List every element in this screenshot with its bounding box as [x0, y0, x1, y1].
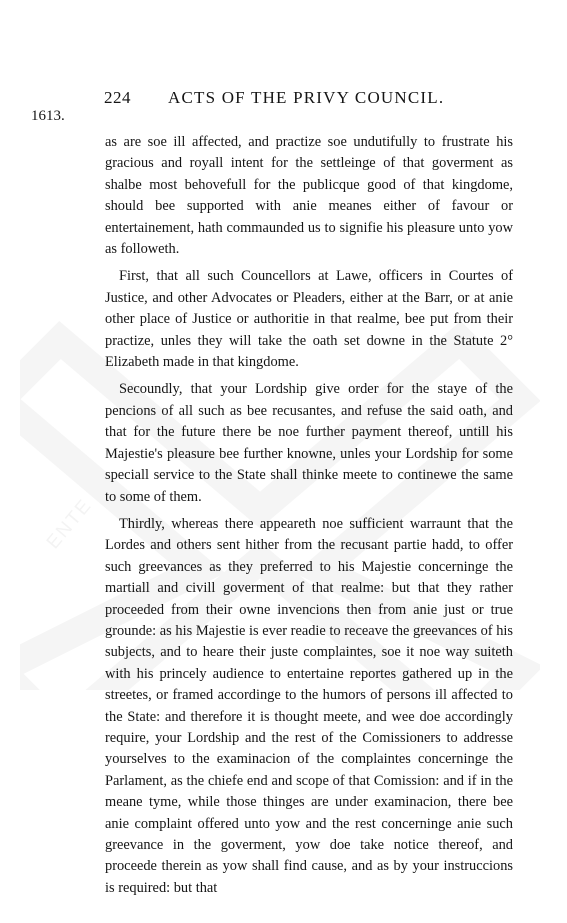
svg-text:ENTE: ENTE [42, 494, 97, 554]
running-header [0, 84, 567, 114]
page-body [105, 132, 513, 905]
marginal-year: 1613. [31, 108, 65, 124]
paragraph-continuation: as are soe ill affected, and practize soe undutifully to frustrate his gracious and royall intent for the settleinge of that goverment as shalbe most behovefull for the publicque good of that kingdome, should bee supported with anie meanes either of favour or entertainement, hath commaunded us to signifie his pleasure unto yow as followeth. [105, 134, 513, 258]
page-number: 224 [104, 88, 131, 107]
paragraph-third-item: Thirdly, whereas there appeareth noe sufficient warraunt that the Lordes and others sent hither from the recusant partie hadd, to offer such greevances as they preferred to his Majestie concerninge the martiall and civill goverment of that realme: but that they rather proceeded from their owne invencions then from anie just or true grounde: as his Majestie is ever readie to receave the greevances of his subjects, and to heare their juste complaintes, soe it noe way suiteth with his princely audience to entertaine reportes gathered up in the streetes, or framed accordinge to the humors of persons ill affected to the State: and therefore it is thought meete, and wee doe accordingly require, your Lordship and the rest of the Comissioners to addresse yourselves to the examinacion of the complaintes concerninge the Parlament, as the chiefe end and scope of that Comission: and if in the meane tyme, while those thinges are under examinacion, there bee anie complaint offered unto yow and the rest concerninge anie such greevance in the goverment, yow doe take notice thereof, and proceede therein as yow shall find cause, and as by your instruccions is required: but that [105, 515, 513, 896]
paragraph-second-item: Secoundly, that your Lordship give order for the staye of the pencions of all such as bee recusantes, and refuse the said oath, and that for the future there be noe further payment thereof, untill his Majestie's pleasure bee further knowne, unles your Lordship for some speciall service to the State shall thinke meete to continewe the same to some of them. [105, 381, 513, 505]
paragraph-first-item: First, that all such Councellors at Lawe, officers in Courtes of Justice, and other Advocates or Pleaders, either at the Barr, or at anie other place of Justice or authoritie in that realme, bee put from their practize, unles they will take the oath set downe in the Statute 2° Elizabeth made in that kingdome. [105, 268, 513, 371]
running-title: ACTS OF THE PRIVY COUNCIL. [168, 88, 445, 107]
